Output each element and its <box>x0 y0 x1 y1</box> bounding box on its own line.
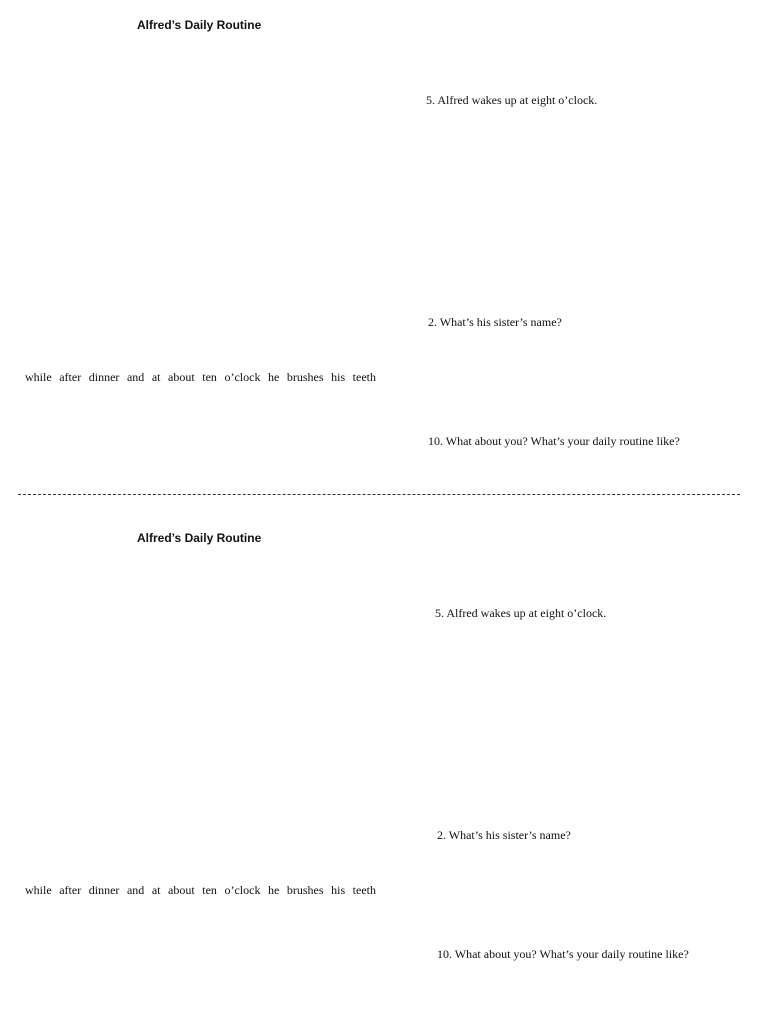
worksheet-title: Alfred’s Daily Routine <box>137 531 262 545</box>
question-item: 2. What’s his sister’s name? <box>437 828 571 842</box>
question-item: 5. Alfred wakes up at eight o’clock. <box>435 606 607 620</box>
passage-fragment: while after dinner and at about ten o’clock he brushes his teeth <box>25 370 376 384</box>
question-item: 2. What’s his sister’s name? <box>428 315 562 329</box>
worksheet-title: Alfred’s Daily Routine <box>137 18 262 32</box>
worksheet-copy-bottom <box>0 513 768 1013</box>
worksheet-copy-top <box>0 0 768 500</box>
question-item: 10. What about you? What’s your daily routine like? <box>437 947 689 961</box>
question-item: 5. Alfred wakes up at eight o’clock. <box>426 93 598 107</box>
question-item: 10. What about you? What’s your daily routine like? <box>428 434 680 448</box>
passage-fragment: while after dinner and at about ten o’clock he brushes his teeth <box>25 883 376 897</box>
dashed-cut-line <box>18 494 740 495</box>
